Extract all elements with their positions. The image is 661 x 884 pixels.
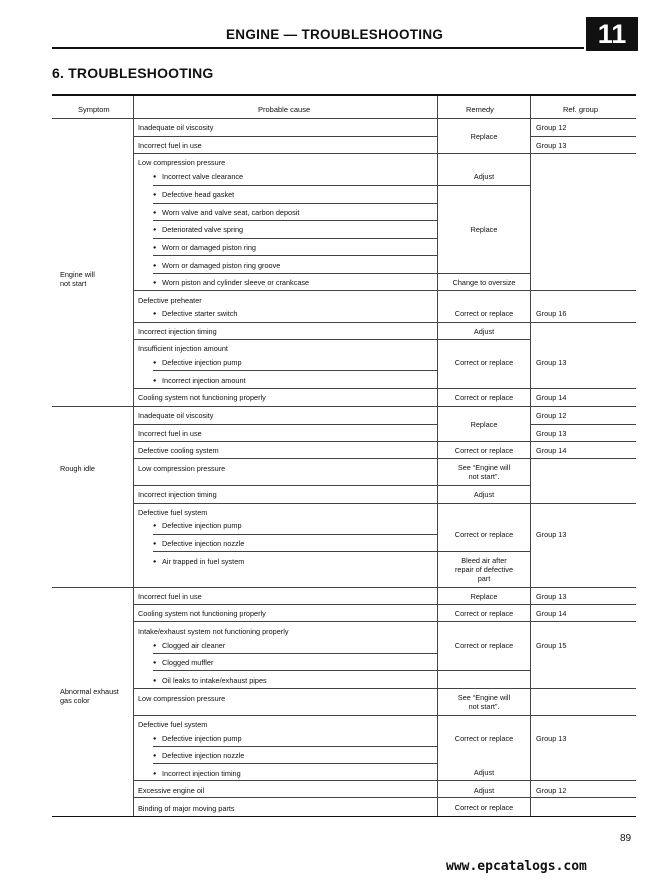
cause-cell: Cooling system not functioning properly [138, 393, 266, 402]
cause-cell: ● Air trapped in fuel system [162, 557, 244, 566]
remedy-cell: Correct or replace [454, 530, 514, 539]
cause-cell: Low compression pressure [138, 694, 226, 703]
cause-cell: Incorrect injection timing [138, 490, 217, 499]
cause-cell: ● Clogged muffler [162, 658, 213, 667]
remedy-cell: Correct or replace [454, 393, 514, 402]
ref-cell: Group 13 [536, 530, 567, 539]
remedy-cell: Replace [470, 420, 498, 429]
ref-cell: Group 14 [536, 393, 567, 402]
cause-cell: Inadequate oil viscosity [138, 123, 214, 132]
col-header-cause: Probable cause [258, 105, 311, 114]
header-rule-line [52, 118, 636, 119]
cause-cell: ● Worn or damaged piston ring groove [162, 261, 280, 270]
remedy-cell: Correct or replace [454, 446, 514, 455]
cause-cell: Inadequate oil viscosity [138, 411, 214, 420]
ref-cell: Group 15 [536, 641, 567, 650]
cause-cell: ● Worn or damaged piston ring [162, 243, 256, 252]
ref-cell: Group 13 [536, 734, 567, 743]
remedy-cell: Adjust [473, 490, 495, 499]
cause-cell: Excessive engine oil [138, 786, 205, 795]
remedy-cell: Correct or replace [454, 609, 514, 618]
cause-cell: ● Defective head gasket [162, 190, 234, 199]
symptom-cell: Rough idle [60, 464, 95, 473]
table-top-rule [52, 94, 636, 96]
remedy-cell: Correct or replace [454, 358, 514, 367]
section-title: 6. TROUBLESHOOTING [52, 65, 214, 81]
cause-cell: Defective cooling system [138, 446, 219, 455]
symptom-cell: Abnormal exhaust gas color [60, 687, 119, 705]
cause-cell: Incorrect injection timing [138, 327, 217, 336]
ref-cell: Group 14 [536, 446, 567, 455]
cause-cell: Binding of major moving parts [138, 804, 235, 813]
ref-cell: Group 12 [536, 123, 567, 132]
cause-cell: ● Defective injection pump [162, 734, 242, 743]
cause-cell: Incorrect fuel in use [138, 141, 202, 150]
remedy-cell: Adjust [473, 327, 495, 336]
cause-cell: ● Defective starter switch [162, 309, 237, 318]
remedy-cell: Correct or replace [454, 803, 514, 812]
cause-cell: Defective fuel system [138, 508, 208, 517]
cause-cell: ● Incorrect injection amount [162, 376, 246, 385]
ref-cell: Group 14 [536, 609, 567, 618]
table-bottom-rule [52, 816, 636, 817]
cause-cell: Defective fuel system [138, 720, 208, 729]
page-number: 89 [620, 833, 632, 844]
remedy-cell: Bleed air after repair of defective part [455, 556, 514, 583]
cause-cell: Incorrect fuel in use [138, 592, 202, 601]
col-divider [437, 96, 438, 816]
ref-cell: Group 16 [536, 309, 567, 318]
col-divider [530, 96, 531, 816]
watermark-url: www.epcatalogs.com [446, 859, 587, 874]
group-separator [52, 587, 636, 588]
remedy-cell: See “Engine will not start”. [457, 463, 511, 481]
cause-cell: Incorrect fuel in use [138, 429, 202, 438]
chapter-badge: 11 [586, 17, 638, 51]
col-header-symptom: Symptom [78, 105, 110, 114]
cause-cell: Insufficient injection amount [138, 344, 228, 353]
cause-cell: ● Defective injection nozzle [162, 539, 244, 548]
cause-cell: ● Deteriorated valve spring [162, 225, 243, 234]
cause-cell: Intake/exhaust system not functioning properly [138, 627, 289, 636]
ref-cell: Group 13 [536, 358, 567, 367]
ref-cell: Group 12 [536, 411, 567, 420]
remedy-cell: Replace [470, 592, 498, 601]
col-header-remedy: Remedy [466, 105, 494, 114]
cause-cell: Defective preheater [138, 296, 202, 305]
remedy-cell: Adjust [473, 786, 495, 795]
cause-cell: Low compression pressure [138, 464, 226, 473]
remedy-cell: Adjust [473, 172, 495, 181]
remedy-cell: See “Engine will not start”. [457, 693, 511, 711]
cause-cell: ● Worn valve and valve seat, carbon deposit [162, 208, 299, 217]
cause-cell: Low compression pressure [138, 158, 226, 167]
remedy-cell: Adjust [473, 768, 495, 777]
cause-cell: Cooling system not functioning properly [138, 609, 266, 618]
remedy-cell: Replace [470, 225, 498, 234]
remedy-cell: Correct or replace [454, 641, 514, 650]
remedy-cell: Correct or replace [454, 734, 514, 743]
remedy-cell: Replace [470, 132, 498, 141]
cause-cell: ● Defective injection pump [162, 521, 242, 530]
cause-cell: ● Defective injection pump [162, 358, 242, 367]
remedy-cell: Correct or replace [454, 309, 514, 318]
page-header-title: ENGINE — TROUBLESHOOTING [226, 27, 444, 42]
header-rule [52, 47, 584, 49]
ref-cell: Group 12 [536, 786, 567, 795]
ref-cell: Group 13 [536, 141, 567, 150]
cause-cell: ● Clogged air cleaner [162, 641, 225, 650]
cause-cell: ● Oil leaks to intake/exhaust pipes [162, 676, 267, 685]
ref-cell: Group 13 [536, 429, 567, 438]
cause-cell: ● Defective injection nozzle [162, 751, 244, 760]
cause-cell: ● Worn piston and cylinder sleeve or crankcase [162, 278, 309, 287]
ref-cell: Group 13 [536, 592, 567, 601]
symptom-cell: Engine will not start [60, 270, 95, 288]
cause-cell: ● Incorrect injection timing [162, 769, 241, 778]
remedy-cell: Change to oversize [452, 278, 516, 287]
group-separator [52, 406, 636, 407]
col-header-ref: Ref. group [563, 105, 599, 114]
cause-cell: ● Incorrect valve clearance [162, 172, 243, 181]
col-divider [133, 96, 134, 816]
